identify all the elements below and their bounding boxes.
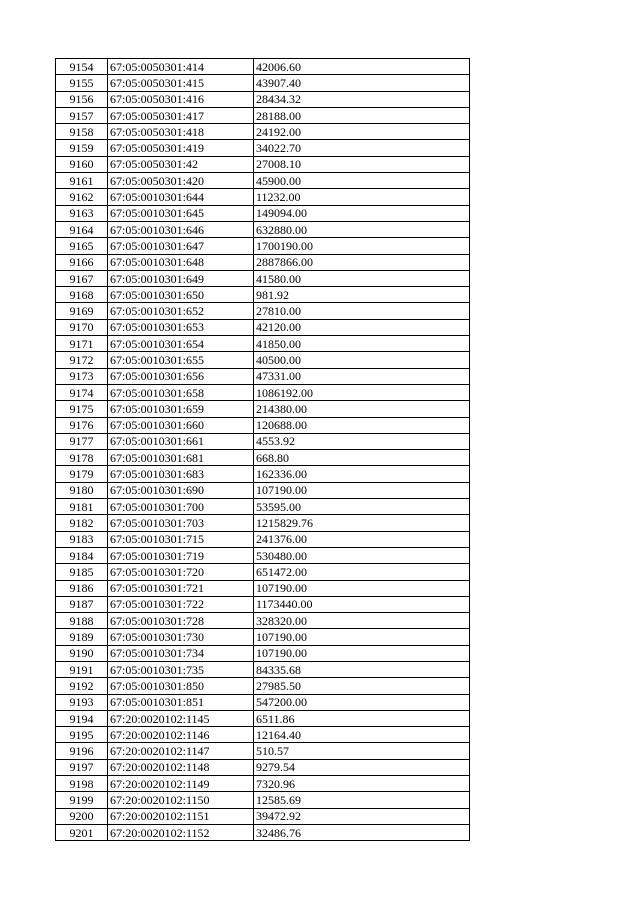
value-cell: 9279.54 — [254, 759, 470, 775]
row-number-cell: 9168 — [56, 287, 108, 303]
table-row — [56, 336, 470, 352]
cadastral-number-cell: 67:05:0010301:650 — [108, 287, 254, 303]
table-row — [56, 433, 470, 449]
cadastral-number-cell: 67:05:0050301:416 — [108, 91, 254, 107]
cadastral-number-cell: 67:20:0020102:1147 — [108, 743, 254, 759]
value-cell: 24192.00 — [254, 124, 470, 140]
table-row — [56, 417, 470, 433]
value-cell: 84335.68 — [254, 661, 470, 677]
cadastral-number-cell: 67:05:0010301:722 — [108, 596, 254, 612]
cadastral-number-cell: 67:05:0010301:715 — [108, 531, 254, 547]
value-cell: 41580.00 — [254, 270, 470, 286]
cadastral-number-cell: 67:05:0050301:418 — [108, 124, 254, 140]
value-cell: 510.57 — [254, 743, 470, 759]
table-body — [56, 59, 470, 841]
cadastral-number-cell: 67:05:0010301:652 — [108, 303, 254, 319]
row-number-cell: 9169 — [56, 303, 108, 319]
value-cell: 530480.00 — [254, 547, 470, 563]
table-row — [56, 678, 470, 694]
row-number-cell: 9172 — [56, 352, 108, 368]
cadastral-number-cell: 67:05:0010301:735 — [108, 661, 254, 677]
row-number-cell: 9183 — [56, 531, 108, 547]
cadastral-number-cell: 67:05:0010301:703 — [108, 515, 254, 531]
cadastral-number-cell: 67:05:0010301:648 — [108, 254, 254, 270]
cadastral-value-table — [55, 58, 470, 841]
table-row — [56, 710, 470, 726]
table-row — [56, 694, 470, 710]
value-cell: 149094.00 — [254, 205, 470, 221]
row-number-cell: 9190 — [56, 645, 108, 661]
row-number-cell: 9177 — [56, 433, 108, 449]
table-row — [56, 221, 470, 237]
value-cell: 107190.00 — [254, 482, 470, 498]
value-cell: 28188.00 — [254, 107, 470, 123]
table-row — [56, 531, 470, 547]
row-number-cell: 9193 — [56, 694, 108, 710]
table-row — [56, 743, 470, 759]
row-number-cell: 9165 — [56, 238, 108, 254]
row-number-cell: 9186 — [56, 580, 108, 596]
value-cell: 43907.40 — [254, 75, 470, 91]
value-cell: 28434.32 — [254, 91, 470, 107]
table-row — [56, 564, 470, 580]
cadastral-number-cell: 67:05:0010301:654 — [108, 336, 254, 352]
value-cell: 42120.00 — [254, 319, 470, 335]
cadastral-number-cell: 67:20:0020102:1152 — [108, 824, 254, 840]
table-row — [56, 205, 470, 221]
cadastral-number-cell: 67:05:0050301:415 — [108, 75, 254, 91]
table-row — [56, 580, 470, 596]
row-number-cell: 9194 — [56, 710, 108, 726]
value-cell: 241376.00 — [254, 531, 470, 547]
table-row — [56, 107, 470, 123]
cadastral-number-cell: 67:05:0050301:414 — [108, 59, 254, 75]
cadastral-number-cell: 67:05:0010301:734 — [108, 645, 254, 661]
row-number-cell: 9160 — [56, 156, 108, 172]
value-cell: 42006.60 — [254, 59, 470, 75]
value-cell: 39472.92 — [254, 808, 470, 824]
cadastral-number-cell: 67:05:0010301:659 — [108, 401, 254, 417]
table-row — [56, 613, 470, 629]
value-cell: 4553.92 — [254, 433, 470, 449]
value-cell: 27008.10 — [254, 156, 470, 172]
value-cell: 53595.00 — [254, 499, 470, 515]
table-row — [56, 482, 470, 498]
cadastral-number-cell: 67:05:0010301:653 — [108, 319, 254, 335]
table-row — [56, 368, 470, 384]
cadastral-number-cell: 67:05:0010301:700 — [108, 499, 254, 515]
table-row — [56, 645, 470, 661]
cadastral-number-cell: 67:05:0010301:661 — [108, 433, 254, 449]
table-row — [56, 450, 470, 466]
row-number-cell: 9179 — [56, 466, 108, 482]
table-row — [56, 140, 470, 156]
row-number-cell: 9197 — [56, 759, 108, 775]
value-cell: 41850.00 — [254, 336, 470, 352]
row-number-cell: 9195 — [56, 727, 108, 743]
row-number-cell: 9196 — [56, 743, 108, 759]
row-number-cell: 9185 — [56, 564, 108, 580]
cadastral-number-cell: 67:05:0010301:719 — [108, 547, 254, 563]
row-number-cell: 9175 — [56, 401, 108, 417]
cadastral-number-cell: 67:05:0010301:851 — [108, 694, 254, 710]
value-cell: 1700190.00 — [254, 238, 470, 254]
table-row — [56, 759, 470, 775]
cadastral-number-cell: 67:05:0010301:720 — [108, 564, 254, 580]
table-row — [56, 75, 470, 91]
cadastral-number-cell: 67:05:0010301:656 — [108, 368, 254, 384]
value-cell: 27985.50 — [254, 678, 470, 694]
row-number-cell: 9192 — [56, 678, 108, 694]
table-row — [56, 466, 470, 482]
value-cell: 40500.00 — [254, 352, 470, 368]
cadastral-number-cell: 67:05:0010301:660 — [108, 417, 254, 433]
table-row — [56, 596, 470, 612]
value-cell: 651472.00 — [254, 564, 470, 580]
table-row — [56, 515, 470, 531]
row-number-cell: 9156 — [56, 91, 108, 107]
table-row — [56, 384, 470, 400]
value-cell: 27810.00 — [254, 303, 470, 319]
cadastral-number-cell: 67:05:0010301:728 — [108, 613, 254, 629]
table-row — [56, 91, 470, 107]
value-cell: 47331.00 — [254, 368, 470, 384]
row-number-cell: 9173 — [56, 368, 108, 384]
value-cell: 32486.76 — [254, 824, 470, 840]
value-cell: 1173440.00 — [254, 596, 470, 612]
table-row — [56, 270, 470, 286]
value-cell: 107190.00 — [254, 645, 470, 661]
cadastral-number-cell: 67:05:0050301:42 — [108, 156, 254, 172]
row-number-cell: 9155 — [56, 75, 108, 91]
cadastral-number-cell: 67:20:0020102:1145 — [108, 710, 254, 726]
cadastral-number-cell: 67:05:0010301:645 — [108, 205, 254, 221]
table-row — [56, 629, 470, 645]
row-number-cell: 9178 — [56, 450, 108, 466]
value-cell: 34022.70 — [254, 140, 470, 156]
value-cell: 1215829.76 — [254, 515, 470, 531]
row-number-cell: 9189 — [56, 629, 108, 645]
cadastral-number-cell: 67:05:0010301:649 — [108, 270, 254, 286]
table-row — [56, 792, 470, 808]
row-number-cell: 9161 — [56, 173, 108, 189]
table-row — [56, 124, 470, 140]
row-number-cell: 9167 — [56, 270, 108, 286]
value-cell: 11232.00 — [254, 189, 470, 205]
cadastral-number-cell: 67:05:0010301:655 — [108, 352, 254, 368]
value-cell: 981.92 — [254, 287, 470, 303]
value-cell: 2887866.00 — [254, 254, 470, 270]
row-number-cell: 9184 — [56, 547, 108, 563]
cadastral-number-cell: 67:05:0010301:658 — [108, 384, 254, 400]
cadastral-number-cell: 67:20:0020102:1148 — [108, 759, 254, 775]
row-number-cell: 9164 — [56, 221, 108, 237]
row-number-cell: 9158 — [56, 124, 108, 140]
cadastral-number-cell: 67:05:0010301:647 — [108, 238, 254, 254]
cadastral-number-cell: 67:05:0010301:646 — [108, 221, 254, 237]
cadastral-number-cell: 67:05:0010301:850 — [108, 678, 254, 694]
row-number-cell: 9180 — [56, 482, 108, 498]
table-row — [56, 401, 470, 417]
value-cell: 632880.00 — [254, 221, 470, 237]
table-row — [56, 287, 470, 303]
value-cell: 1086192.00 — [254, 384, 470, 400]
table-row — [56, 59, 470, 75]
row-number-cell: 9198 — [56, 776, 108, 792]
cadastral-number-cell: 67:05:0010301:721 — [108, 580, 254, 596]
cadastral-number-cell: 67:20:0020102:1151 — [108, 808, 254, 824]
cadastral-number-cell: 67:05:0010301:683 — [108, 466, 254, 482]
value-cell: 120688.00 — [254, 417, 470, 433]
row-number-cell: 9171 — [56, 336, 108, 352]
value-cell: 6511.86 — [254, 710, 470, 726]
row-number-cell: 9163 — [56, 205, 108, 221]
row-number-cell: 9170 — [56, 319, 108, 335]
row-number-cell: 9162 — [56, 189, 108, 205]
row-number-cell: 9154 — [56, 59, 108, 75]
value-cell: 547200.00 — [254, 694, 470, 710]
cadastral-number-cell: 67:05:0010301:681 — [108, 450, 254, 466]
cadastral-number-cell: 67:20:0020102:1149 — [108, 776, 254, 792]
value-cell: 107190.00 — [254, 629, 470, 645]
cadastral-number-cell: 67:20:0020102:1146 — [108, 727, 254, 743]
value-cell: 12164.40 — [254, 727, 470, 743]
table-row — [56, 173, 470, 189]
value-cell: 7320.96 — [254, 776, 470, 792]
row-number-cell: 9181 — [56, 499, 108, 515]
row-number-cell: 9176 — [56, 417, 108, 433]
row-number-cell: 9159 — [56, 140, 108, 156]
cadastral-number-cell: 67:05:0050301:420 — [108, 173, 254, 189]
row-number-cell: 9201 — [56, 824, 108, 840]
value-cell: 668.80 — [254, 450, 470, 466]
row-number-cell: 9191 — [56, 661, 108, 677]
table-row — [56, 189, 470, 205]
table-row — [56, 156, 470, 172]
table-row — [56, 661, 470, 677]
value-cell: 214380.00 — [254, 401, 470, 417]
table-row — [56, 499, 470, 515]
table-row — [56, 824, 470, 840]
value-cell: 12585.69 — [254, 792, 470, 808]
row-number-cell: 9188 — [56, 613, 108, 629]
table-row — [56, 808, 470, 824]
table-row — [56, 352, 470, 368]
table-row — [56, 776, 470, 792]
value-cell: 107190.00 — [254, 580, 470, 596]
cadastral-number-cell: 67:05:0050301:419 — [108, 140, 254, 156]
table-row — [56, 254, 470, 270]
value-cell: 45900.00 — [254, 173, 470, 189]
value-cell: 328320.00 — [254, 613, 470, 629]
row-number-cell: 9182 — [56, 515, 108, 531]
row-number-cell: 9157 — [56, 107, 108, 123]
table-row — [56, 303, 470, 319]
value-cell: 162336.00 — [254, 466, 470, 482]
table-row — [56, 727, 470, 743]
row-number-cell: 9174 — [56, 384, 108, 400]
row-number-cell: 9199 — [56, 792, 108, 808]
row-number-cell: 9187 — [56, 596, 108, 612]
cadastral-number-cell: 67:05:0010301:690 — [108, 482, 254, 498]
cadastral-number-cell: 67:20:0020102:1150 — [108, 792, 254, 808]
cadastral-number-cell: 67:05:0010301:730 — [108, 629, 254, 645]
row-number-cell: 9166 — [56, 254, 108, 270]
table-row — [56, 547, 470, 563]
table-row — [56, 319, 470, 335]
cadastral-number-cell: 67:05:0050301:417 — [108, 107, 254, 123]
table-row — [56, 238, 470, 254]
row-number-cell: 9200 — [56, 808, 108, 824]
cadastral-number-cell: 67:05:0010301:644 — [108, 189, 254, 205]
